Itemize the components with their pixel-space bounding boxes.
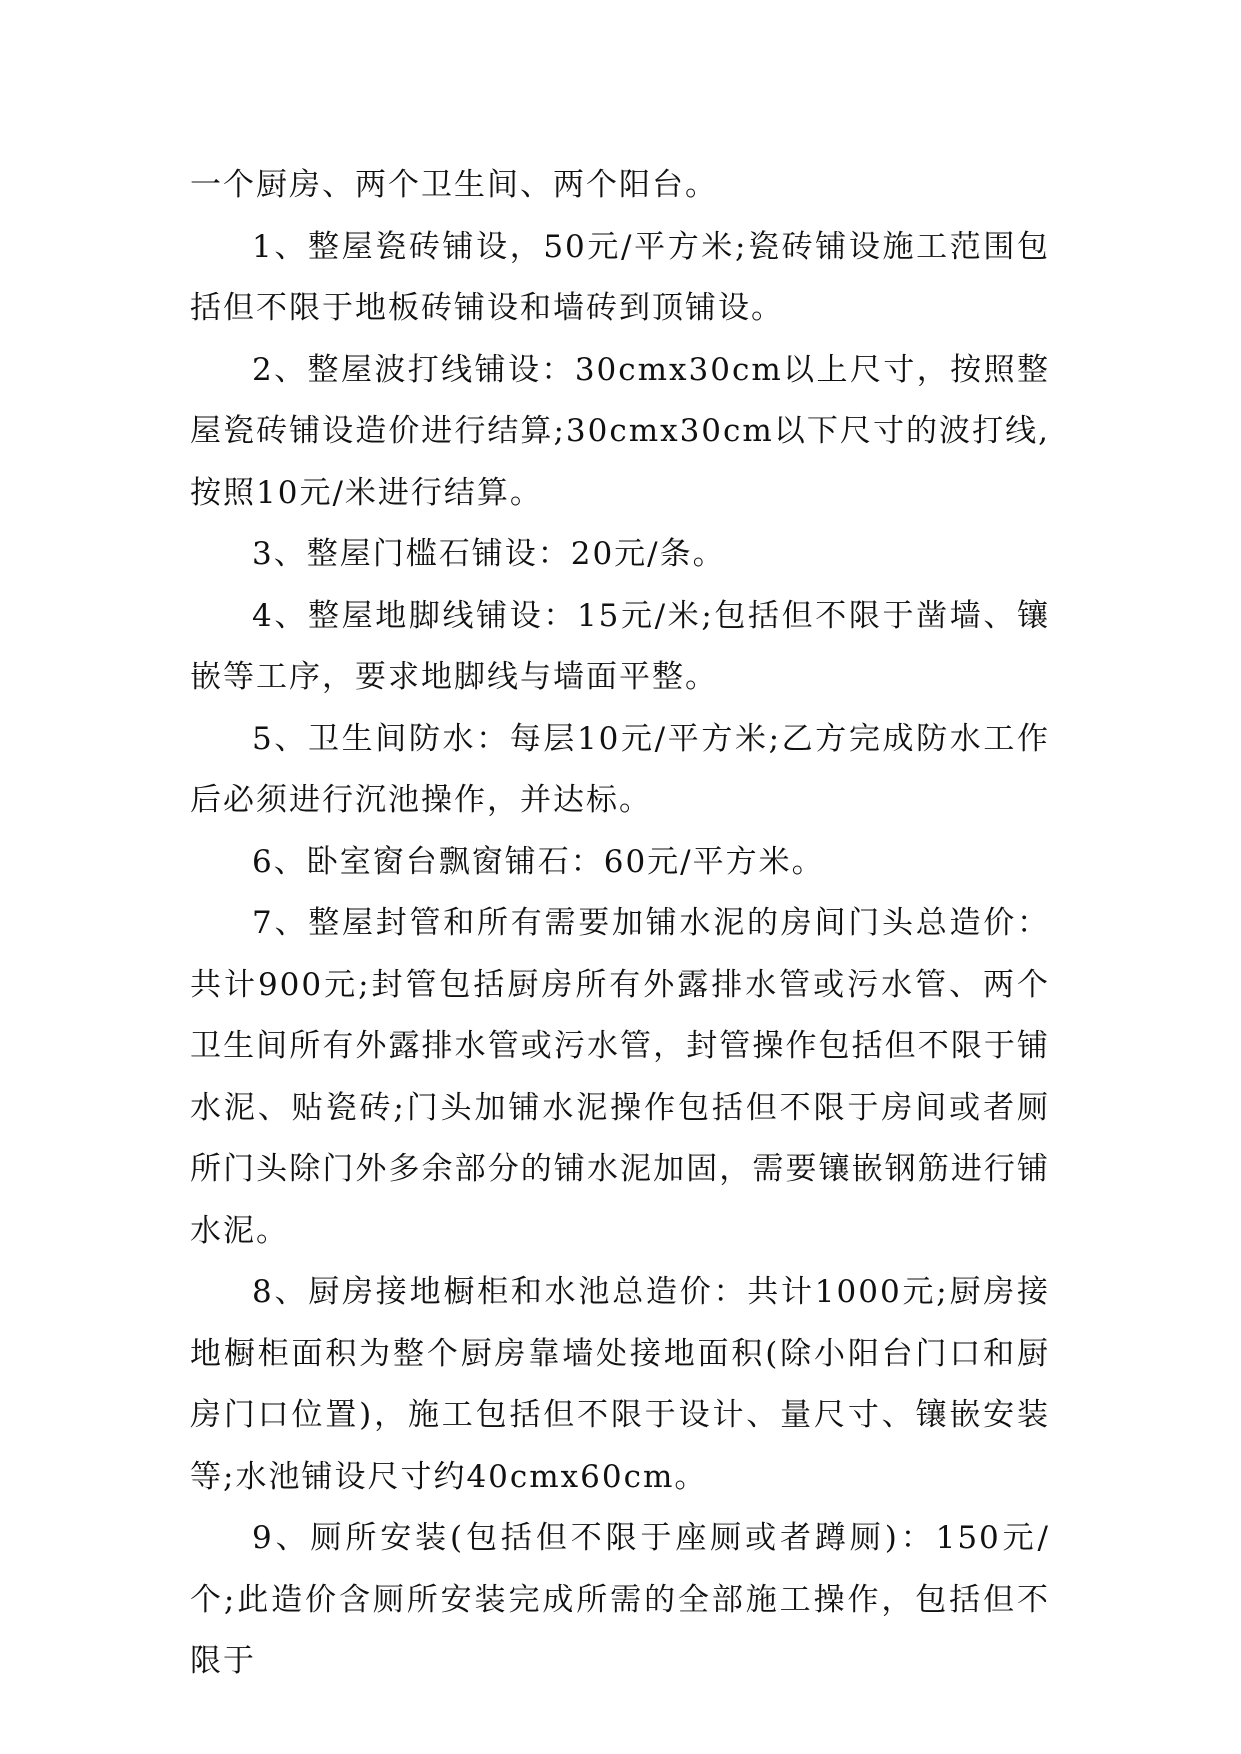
paragraph-item-4: 4、整屋地脚线铺设：15元/米;包括但不限于凿墙、镶嵌等工序，要求地脚线与墙面平整。	[190, 597, 1050, 695]
paragraph-item-7: 7、整屋封管和所有需要加铺水泥的房间门头总造价：共计900元;封管包括厨房所有外露排水管或污水管、两个卫生间所有外露排水管或污水管，封管操作包括但不限于铺水泥、贴瓷砖;门头加铺水泥操作包括但不限于房间或者厕所门头除门外多余部分的铺水泥加固，需要镶嵌钢筋进行铺水泥。	[190, 905, 1050, 1249]
paragraph-item-9: 9、厕所安装(包括但不限于座厕或者蹲厕)：150元/个;此造价含厕所安装完成所需的全部施工操作，包括但不限于	[190, 1520, 1050, 1679]
paragraph-item-5: 5、卫生间防水：每层10元/平方米;乙方完成防水工作后必须进行沉池操作，并达标。	[190, 720, 1050, 818]
paragraph-item-1: 1、整屋瓷砖铺设，50元/平方米;瓷砖铺设施工范围包括但不限于地板砖铺设和墙砖到顶铺设。	[190, 228, 1050, 326]
paragraph-item-6: 6、卧室窗台飘窗铺石：60元/平方米。	[252, 843, 825, 880]
paragraph-continuation: 一个厨房、两个卫生间、两个阳台。	[190, 167, 718, 203]
paragraph-item-3: 3、整屋门槛石铺设：20元/条。	[252, 536, 726, 572]
paragraph-item-2: 2、整屋波打线铺设：30cmx30cm以上尺寸，按照整屋瓷砖铺设造价进行结算;30cmx30cm以下尺寸的波打线,按照10元/米进行结算。	[190, 351, 1050, 511]
paragraph-item-8: 8、厨房接地橱柜和水池总造价：共计1000元;厨房接地橱柜面积为整个厨房靠墙处接地面积(除小阳台门口和厨房门口位置)，施工包括但不限于设计、量尺寸、镶嵌安装等;水池铺设尺寸约40cmx60cm。	[190, 1274, 1050, 1495]
document-body	[190, 155, 1050, 1693]
